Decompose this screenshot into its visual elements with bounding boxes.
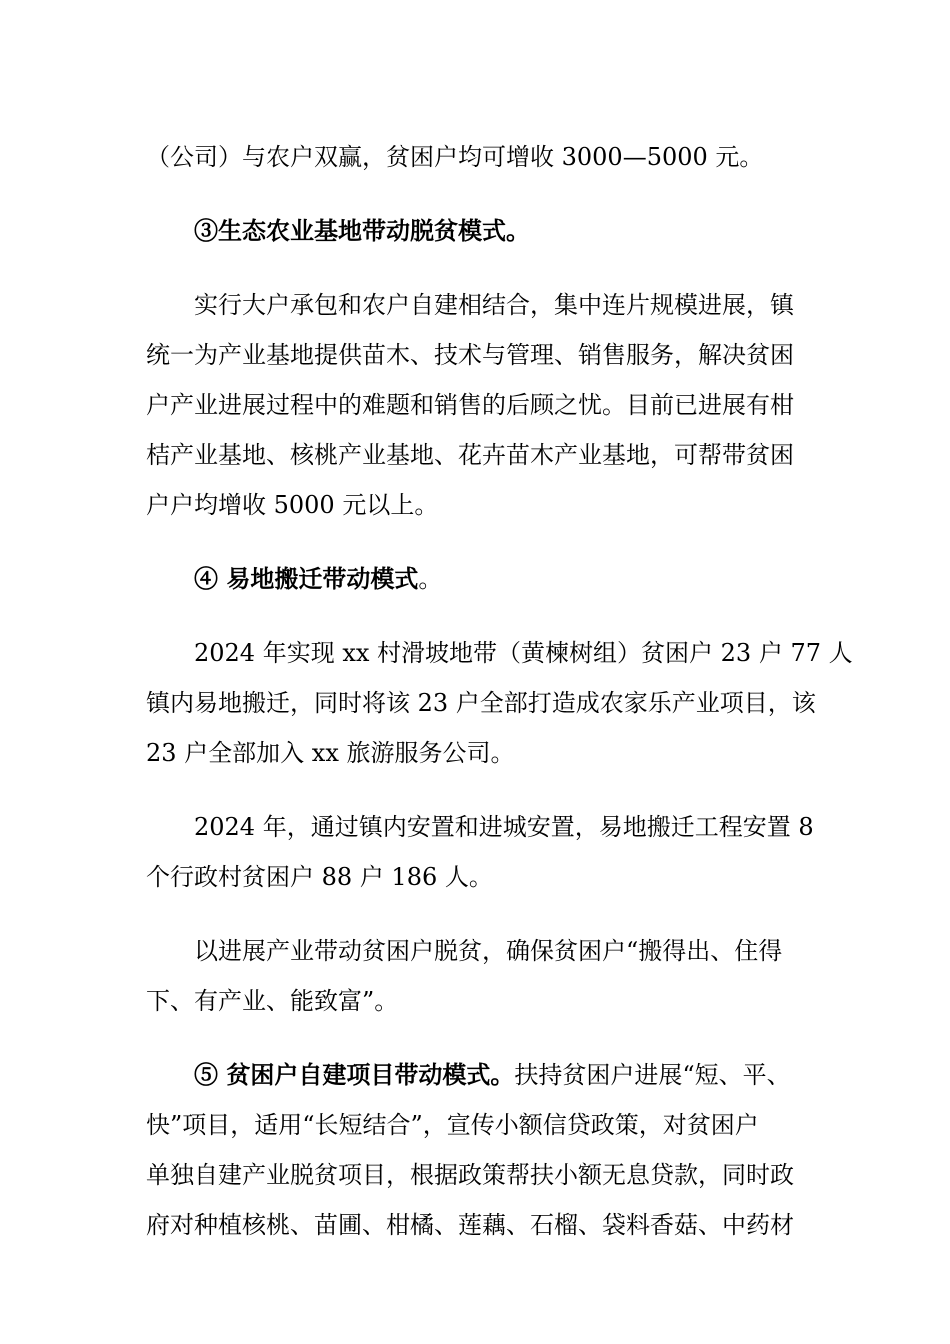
paragraph-text: 扶持贫困户进展“短、平、 — [514, 1061, 791, 1089]
text-line: 以进展产业带动贫困户脱贫，确保贫困户“搬得出、住得 — [194, 937, 783, 965]
text-line: 2024 年实现 xx 村滑坡地带（黄楝树组）贫困户 23 户 77 人 — [194, 639, 853, 667]
text-line — [146, 1050, 808, 1100]
heading-punctuation: 。 — [418, 565, 443, 593]
text-line: 实行大户承包和农户自建相结合，集中连片规模进展，镇 — [194, 291, 794, 319]
paragraph-6 — [146, 1050, 808, 1250]
paragraph-3 — [146, 628, 853, 778]
text-line: 统一为产业基地提供苗木、技术与管理、销售服务，解决贫困 — [146, 341, 794, 369]
document-page — [146, 132, 853, 1250]
text-line: 快”项目，适用“长短结合”，宣传小额信贷政策，对贫困户 — [146, 1111, 759, 1139]
heading-3 — [146, 206, 808, 256]
text-line: 单独自建产业脱贫项目，根据政策帮扶小额无息贷款，同时政 — [146, 1161, 794, 1189]
text-line: （公司）与农户双赢，贫困户均可增收 3000—5000 元。 — [146, 143, 764, 171]
text-line: 户户均增收 5000 元以上。 — [146, 491, 439, 519]
text-line: 下、有产业、能致富”。 — [146, 987, 399, 1015]
section-heading-line — [146, 554, 808, 604]
text-line: 府对种植核桃、苗圃、柑橘、莲藕、石榴、袋料香菇、中药材 — [146, 1211, 794, 1239]
paragraph-4 — [146, 802, 814, 902]
heading-4 — [146, 554, 808, 604]
paragraph-5 — [146, 926, 808, 1026]
text-line: 户产业进展过程中的难题和销售的后顾之忧。目前已进展有柑 — [146, 391, 794, 419]
paragraph-2 — [146, 280, 808, 530]
section-heading: ⑤ 贫困户自建项目带动模式。 — [194, 1060, 515, 1089]
text-line: 23 户全部加入 xx 旅游服务公司。 — [146, 739, 515, 767]
section-heading: ③生态农业基地带动脱贫模式。 — [194, 216, 530, 245]
text-line: 2024 年，通过镇内安置和进城安置，易地搬迁工程安置 8 — [194, 813, 814, 841]
section-heading: ④ 易地搬迁带动模式 — [194, 564, 419, 593]
text-line: 个行政村贫困户 88 户 186 人。 — [146, 863, 493, 891]
text-line: 镇内易地搬迁，同时将该 23 户全部打造成农家乐产业项目，该 — [146, 689, 816, 717]
paragraph-1 — [146, 132, 808, 182]
text-line: 桔产业基地、核桃产业基地、花卉苗木产业基地，可帮带贫困 — [146, 441, 794, 469]
